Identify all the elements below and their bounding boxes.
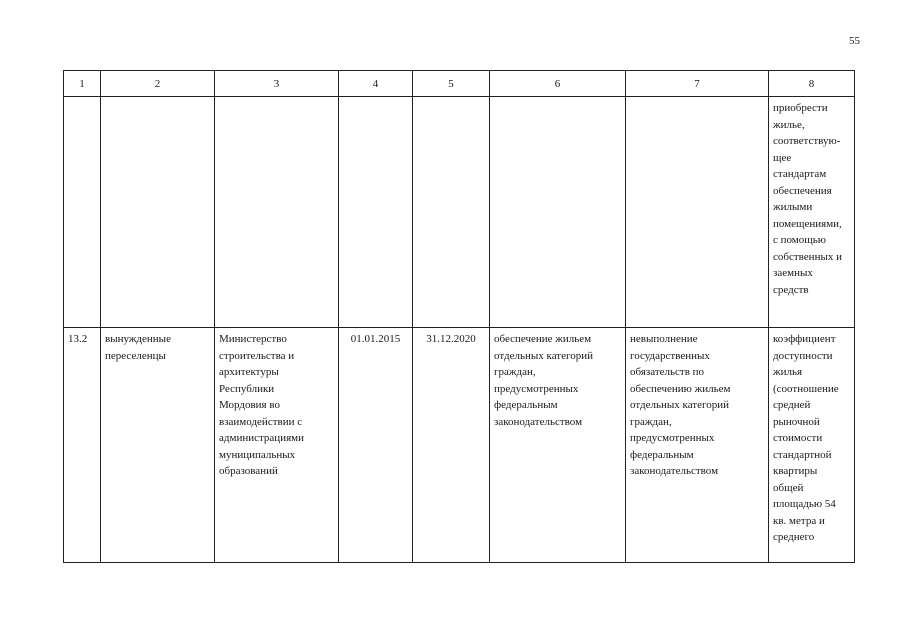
cell-indicator: приобрести жилье, соответствую- щее стандартам обеспечения жилыми помещениями, с помощью собственных и заемных средств (769, 97, 855, 328)
header-col-8: 8 (769, 71, 855, 97)
header-col-3: 3 (215, 71, 339, 97)
cell-number (64, 97, 101, 328)
cell-executor: Министерство строительства и архитектуры Республики Мордовия во взаимодействии с администрациями муниципальных образований (215, 328, 339, 563)
cell-number: 13.2 (64, 328, 101, 563)
cell-consequences: невыполнение государственных обязательств по обеспечению жильем отдельных категорий граждан, предусмотренных федеральным законодательством (626, 328, 769, 563)
table-row (64, 328, 855, 563)
header-col-6: 6 (490, 71, 626, 97)
cell-result: обеспечение жильем отдельных категорий граждан, предусмотренных федеральным законодательством (490, 328, 626, 563)
header-col-1: 1 (64, 71, 101, 97)
header-col-2: 2 (101, 71, 215, 97)
cell-indicator: коэффициент доступности жилья (соотношение средней рыночной стоимости стандартной квартиры общей площадью 54 кв. метра и среднего (769, 328, 855, 563)
cell-end-date (413, 97, 490, 328)
cell-executor (215, 97, 339, 328)
cell-consequences (626, 97, 769, 328)
cell-category (101, 97, 215, 328)
header-col-7: 7 (626, 71, 769, 97)
header-col-4: 4 (339, 71, 413, 97)
table-row (64, 97, 855, 328)
program-table (63, 70, 855, 563)
cell-start-date (339, 97, 413, 328)
cell-category: вынужденные переселенцы (101, 328, 215, 563)
header-row (64, 71, 855, 97)
cell-result (490, 97, 626, 328)
cell-start-date: 01.01.2015 (339, 328, 413, 563)
page-number: 55 (849, 35, 860, 47)
cell-end-date: 31.12.2020 (413, 328, 490, 563)
header-col-5: 5 (413, 71, 490, 97)
